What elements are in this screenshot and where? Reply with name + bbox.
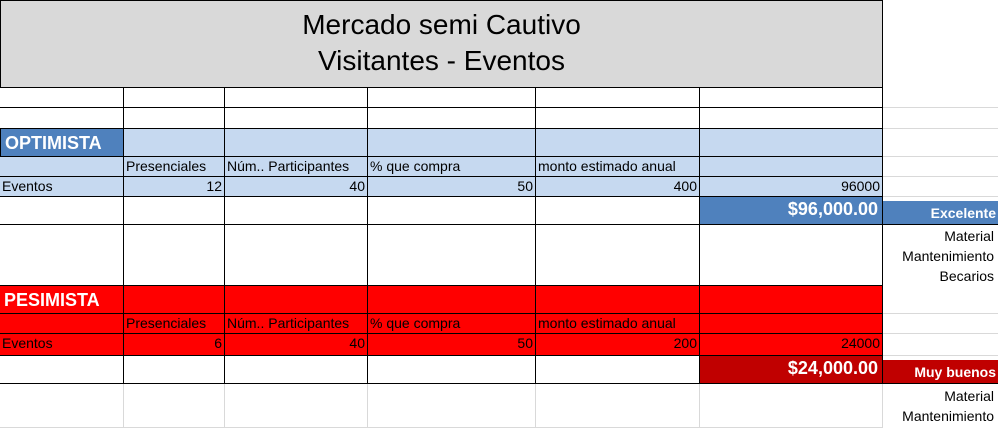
pesimista-note-material[interactable]: Material bbox=[944, 388, 994, 404]
empty-cell[interactable] bbox=[225, 108, 368, 129]
empty-cell[interactable] bbox=[700, 225, 883, 286]
empty-cell[interactable] bbox=[700, 384, 883, 428]
optimista-value-presenciales[interactable]: 12 bbox=[124, 177, 225, 197]
empty-cell[interactable] bbox=[0, 108, 124, 129]
optimista-band-cell[interactable] bbox=[700, 129, 883, 157]
optimista-total-cell[interactable]: $96,000.00 bbox=[700, 197, 883, 225]
pesimista-value-monto[interactable]: 200 bbox=[536, 334, 700, 356]
optimista-header-monto[interactable]: monto estimado anual bbox=[536, 157, 700, 177]
optimista-note-mantenimiento[interactable]: Mantenimiento bbox=[902, 248, 994, 264]
empty-cell[interactable] bbox=[124, 384, 225, 428]
pesimista-header-empty[interactable] bbox=[0, 314, 124, 334]
empty-cell[interactable] bbox=[883, 334, 998, 356]
empty-cell[interactable] bbox=[225, 225, 368, 286]
pesimista-band-cell[interactable] bbox=[536, 286, 700, 314]
empty-cell[interactable] bbox=[368, 356, 536, 384]
empty-cell[interactable] bbox=[124, 108, 225, 129]
pesimista-value-participantes[interactable]: 40 bbox=[225, 334, 368, 356]
empty-cell[interactable] bbox=[0, 384, 124, 428]
optimista-label[interactable]: OPTIMISTA bbox=[0, 129, 124, 157]
optimista-note-becarios[interactable]: Becarios bbox=[939, 268, 994, 284]
empty-cell[interactable] bbox=[124, 225, 225, 286]
pesimista-value-compra[interactable]: 50 bbox=[368, 334, 536, 356]
title-line-1: Mercado semi Cautivo bbox=[302, 9, 581, 40]
pesimista-header-participantes[interactable]: Núm.. Participantes bbox=[225, 314, 368, 334]
title-line-2: Visitantes - Eventos bbox=[318, 45, 565, 76]
pesimista-note-mantenimiento[interactable]: Mantenimiento bbox=[902, 408, 994, 424]
pesimista-value-total[interactable]: 24000 bbox=[700, 334, 883, 356]
empty-cell[interactable] bbox=[225, 197, 368, 225]
optimista-rating-cell[interactable]: Excelente bbox=[883, 201, 998, 225]
pesimista-total-cell[interactable]: $24,000.00 bbox=[700, 356, 883, 384]
pesimista-band-cell[interactable] bbox=[124, 286, 225, 314]
pesimista-header-presenciales[interactable]: Presenciales bbox=[124, 314, 225, 334]
empty-cell[interactable] bbox=[700, 108, 883, 129]
empty-cell[interactable] bbox=[368, 225, 536, 286]
empty-cell[interactable] bbox=[536, 356, 700, 384]
optimista-note-material[interactable]: Material bbox=[944, 228, 994, 244]
optimista-header-empty[interactable] bbox=[0, 157, 124, 177]
optimista-header-participantes[interactable]: Núm.. Participantes bbox=[225, 157, 368, 177]
empty-cell[interactable] bbox=[883, 177, 998, 197]
empty-cell[interactable] bbox=[883, 157, 998, 177]
optimista-band-cell[interactable] bbox=[124, 129, 225, 157]
empty-cell[interactable] bbox=[536, 88, 700, 108]
empty-cell[interactable] bbox=[536, 225, 700, 286]
empty-cell[interactable] bbox=[368, 108, 536, 129]
pesimista-band-cell[interactable] bbox=[225, 286, 368, 314]
empty-cell[interactable] bbox=[368, 197, 536, 225]
empty-cell[interactable] bbox=[124, 197, 225, 225]
empty-cell[interactable] bbox=[536, 108, 700, 129]
pesimista-header-compra[interactable]: % que compra bbox=[368, 314, 536, 334]
pesimista-row-name[interactable]: Eventos bbox=[0, 334, 124, 356]
empty-cell[interactable] bbox=[0, 197, 124, 225]
optimista-value-participantes[interactable]: 40 bbox=[225, 177, 368, 197]
optimista-value-total[interactable]: 96000 bbox=[700, 177, 883, 197]
empty-cell[interactable] bbox=[883, 314, 998, 334]
optimista-header-empty[interactable] bbox=[700, 157, 883, 177]
empty-cell[interactable] bbox=[0, 225, 124, 286]
optimista-value-monto[interactable]: 400 bbox=[536, 177, 700, 197]
pesimista-band-cell[interactable] bbox=[700, 286, 883, 314]
optimista-value-compra[interactable]: 50 bbox=[368, 177, 536, 197]
pesimista-band-cell[interactable] bbox=[368, 286, 536, 314]
empty-cell[interactable] bbox=[225, 384, 368, 428]
empty-cell[interactable] bbox=[124, 356, 225, 384]
empty-cell[interactable] bbox=[883, 88, 998, 108]
optimista-band-cell[interactable] bbox=[368, 129, 536, 157]
empty-cell[interactable] bbox=[0, 88, 124, 108]
optimista-header-compra[interactable]: % que compra bbox=[368, 157, 536, 177]
empty-cell[interactable] bbox=[883, 129, 998, 157]
pesimista-label[interactable]: PESIMISTA bbox=[0, 286, 124, 314]
empty-cell[interactable] bbox=[700, 88, 883, 108]
empty-cell[interactable] bbox=[883, 286, 998, 314]
pesimista-header-empty[interactable] bbox=[700, 314, 883, 334]
pesimista-rating-cell[interactable]: Muy buenos bbox=[883, 360, 998, 384]
empty-cell[interactable] bbox=[225, 356, 368, 384]
empty-cell[interactable] bbox=[883, 108, 998, 129]
optimista-band-cell[interactable] bbox=[536, 129, 700, 157]
empty-cell[interactable] bbox=[368, 88, 536, 108]
empty-cell[interactable] bbox=[0, 356, 124, 384]
empty-cell[interactable] bbox=[225, 88, 368, 108]
empty-cell[interactable] bbox=[124, 88, 225, 108]
optimista-band-cell[interactable] bbox=[225, 129, 368, 157]
empty-cell[interactable] bbox=[536, 197, 700, 225]
empty-cell[interactable] bbox=[368, 384, 536, 428]
optimista-row-name[interactable]: Eventos bbox=[0, 177, 124, 197]
pesimista-value-presenciales[interactable]: 6 bbox=[124, 334, 225, 356]
pesimista-header-monto[interactable]: monto estimado anual bbox=[536, 314, 700, 334]
optimista-header-presenciales[interactable]: Presenciales bbox=[124, 157, 225, 177]
empty-cell[interactable] bbox=[536, 384, 700, 428]
title-cell[interactable] bbox=[0, 0, 883, 88]
